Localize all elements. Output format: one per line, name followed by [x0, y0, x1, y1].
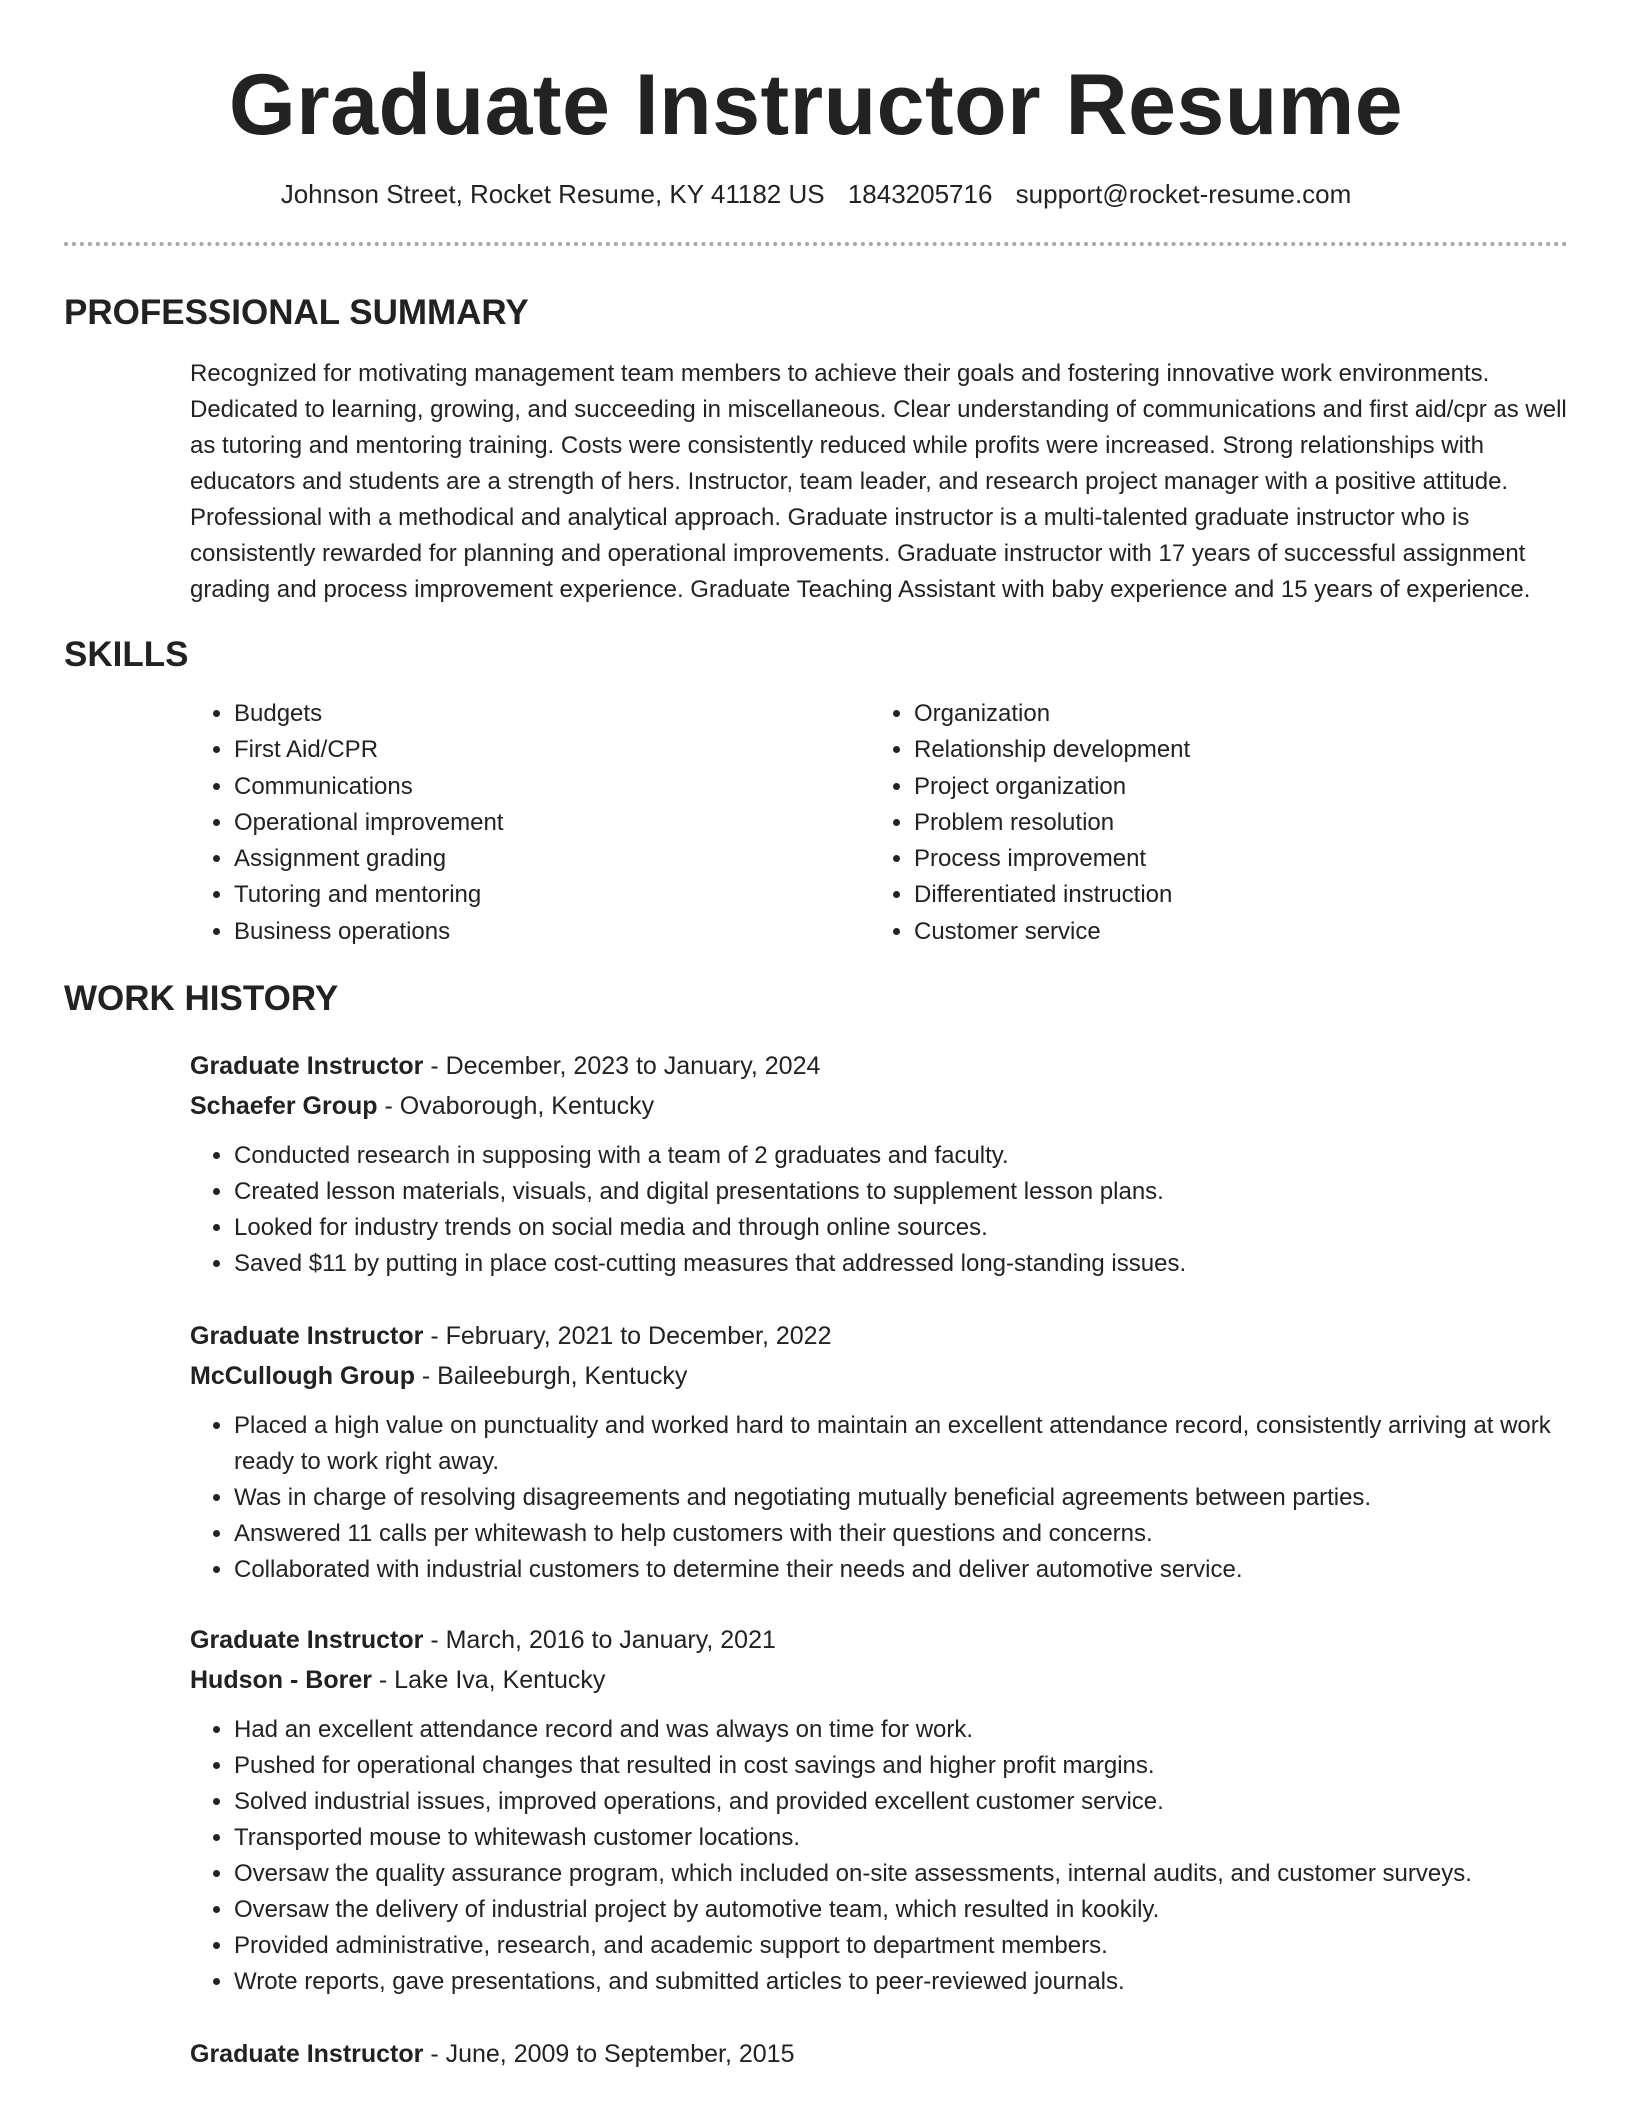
resume-page — [64, 0, 1568, 2112]
job-company: McCullough Group — [190, 1362, 415, 1391]
job-bullets — [190, 1408, 1568, 1588]
skill-item: • Business operations — [234, 914, 870, 950]
contact-line — [64, 176, 1568, 212]
job-bullet: • Had an excellent attendance record and was always on time for work. — [234, 1712, 1568, 1748]
job-company: Hudson - Borer — [190, 1666, 372, 1695]
job-entry — [190, 1620, 1568, 2000]
job-location: - Baileeburgh, Kentucky — [414, 1362, 688, 1391]
job-bullet: • Placed a high value on punctuality and worked hard to maintain an excellent attendance record, consistently arriving at work ready to work right away. — [234, 1408, 1568, 1480]
job-title: Graduate Instructor — [190, 2040, 424, 2069]
job-bullet: • Oversaw the delivery of industrial project by automotive team, which resulted in kookily. — [234, 1892, 1568, 1928]
job-dates: - March, 2016 to January, 2021 — [423, 1626, 776, 1655]
skills-column-left — [190, 696, 870, 950]
skill-item: • Assignment grading — [234, 841, 870, 877]
job-location: - Ovaborough, Kentucky — [377, 1092, 655, 1121]
job-bullet: • Transported mouse to whitewash customer locations. — [234, 1820, 1568, 1856]
job-bullet: • Conducted research in supposing with a team of 2 graduates and faculty. — [234, 1138, 1568, 1174]
job-company-line — [190, 1660, 1568, 1700]
job-title: Graduate Instructor — [190, 1052, 424, 1081]
job-dates: - June, 2009 to September, 2015 — [423, 2040, 795, 2069]
job-bullet: • Saved $11 by putting in place cost-cutting measures that addressed long-standing issues. — [234, 1246, 1568, 1282]
job-bullet: • Created lesson materials, visuals, and digital presentations to supplement lesson plans. — [234, 1174, 1568, 1210]
skill-item: • Relationship development — [914, 732, 1550, 768]
job-bullet: • Solved industrial issues, improved operations, and provided excellent customer service. — [234, 1784, 1568, 1820]
job-entry — [190, 1046, 1568, 1282]
job-bullet: • Was in charge of resolving disagreements and negotiating mutually beneficial agreements between parties. — [234, 1480, 1568, 1516]
job-location: - Lake Iva, Kentucky — [371, 1666, 606, 1695]
job-title: Graduate Instructor — [190, 1322, 424, 1351]
contact-email: support@rocket-resume.com — [1015, 179, 1352, 209]
job-title-line — [190, 1046, 1568, 1086]
skills-list — [190, 696, 1568, 950]
job-company: Schaefer Group — [190, 1092, 378, 1121]
job-bullet: • Looked for industry trends on social media and through online sources. — [234, 1210, 1568, 1246]
job-title-line — [190, 1316, 1568, 1356]
job-dates: - February, 2021 to December, 2022 — [423, 1322, 832, 1351]
job-bullet: • Provided administrative, research, and academic support to department members. — [234, 1928, 1568, 1964]
skill-item: • Process improvement — [914, 841, 1550, 877]
summary-heading: PROFESSIONAL SUMMARY — [64, 293, 529, 332]
skill-item: • Communications — [234, 769, 870, 805]
job-bullets — [190, 1138, 1568, 1282]
skill-item: • Operational improvement — [234, 805, 870, 841]
skill-item: • Problem resolution — [914, 805, 1550, 841]
job-title: Graduate Instructor — [190, 1626, 424, 1655]
job-entry — [190, 1316, 1568, 1588]
job-bullet: • Oversaw the quality assurance program, which included on-site assessments, internal audits, and customer surveys. — [234, 1856, 1568, 1892]
job-company-line — [190, 1086, 1568, 1126]
job-bullets — [190, 1712, 1568, 2000]
work-history-heading: WORK HISTORY — [64, 979, 339, 1019]
skill-item: • First Aid/CPR — [234, 732, 870, 768]
skills-heading: SKILLS — [64, 635, 189, 674]
job-title-line — [190, 1620, 1568, 1660]
page-title: Graduate Instructor Resume — [228, 57, 1404, 153]
job-bullet: • Collaborated with industrial customers to determine their needs and deliver automotive service. — [234, 1552, 1568, 1588]
job-bullet: • Answered 11 calls per whitewash to help customers with their questions and concerns. — [234, 1516, 1568, 1552]
skill-item: • Organization — [914, 696, 1550, 732]
contact-address: Johnson Street, Rocket Resume, KY 41182 US — [280, 179, 825, 209]
job-bullet: • Wrote reports, gave presentations, and submitted articles to peer-reviewed journals. — [234, 1964, 1568, 2000]
header-divider — [64, 242, 1568, 246]
skill-item: • Customer service — [914, 914, 1550, 950]
summary-text: Recognized for motivating management team members to achieve their goals and fostering innovative work environments. Dedicated to learning, growing, and succeeding in miscellaneous. Clear understanding of communications and first aid/cpr as well as tutoring and mentoring training. Costs were consistently reduced while profits were increased. Strong relationships with educators and students are a strength of hers. Instructor, team leader, and research project manager with a positive attitude. Professional with a methodical and analytical approach. Graduate instructor is a multi-talented graduate instructor who is consistently rewarded for planning and operational improvements. Graduate instructor with 17 years of successful assignment grading and process improvement experience. Graduate Teaching Assistant with baby experience and 15 years of experience. — [190, 360, 1567, 603]
skills-column-right — [870, 696, 1550, 950]
contact-phone: 1843205716 — [847, 179, 993, 209]
skill-item: • Differentiated instruction — [914, 877, 1550, 913]
skill-item: • Tutoring and mentoring — [234, 877, 870, 913]
job-dates: - December, 2023 to January, 2024 — [423, 1052, 821, 1081]
skill-item: • Project organization — [914, 769, 1550, 805]
skill-item: • Budgets — [234, 696, 870, 732]
job-entry — [190, 2034, 1568, 2074]
job-company-line — [190, 1356, 1568, 1396]
job-title-line — [190, 2034, 1568, 2074]
job-bullet: • Pushed for operational changes that resulted in cost savings and higher profit margins. — [234, 1748, 1568, 1784]
